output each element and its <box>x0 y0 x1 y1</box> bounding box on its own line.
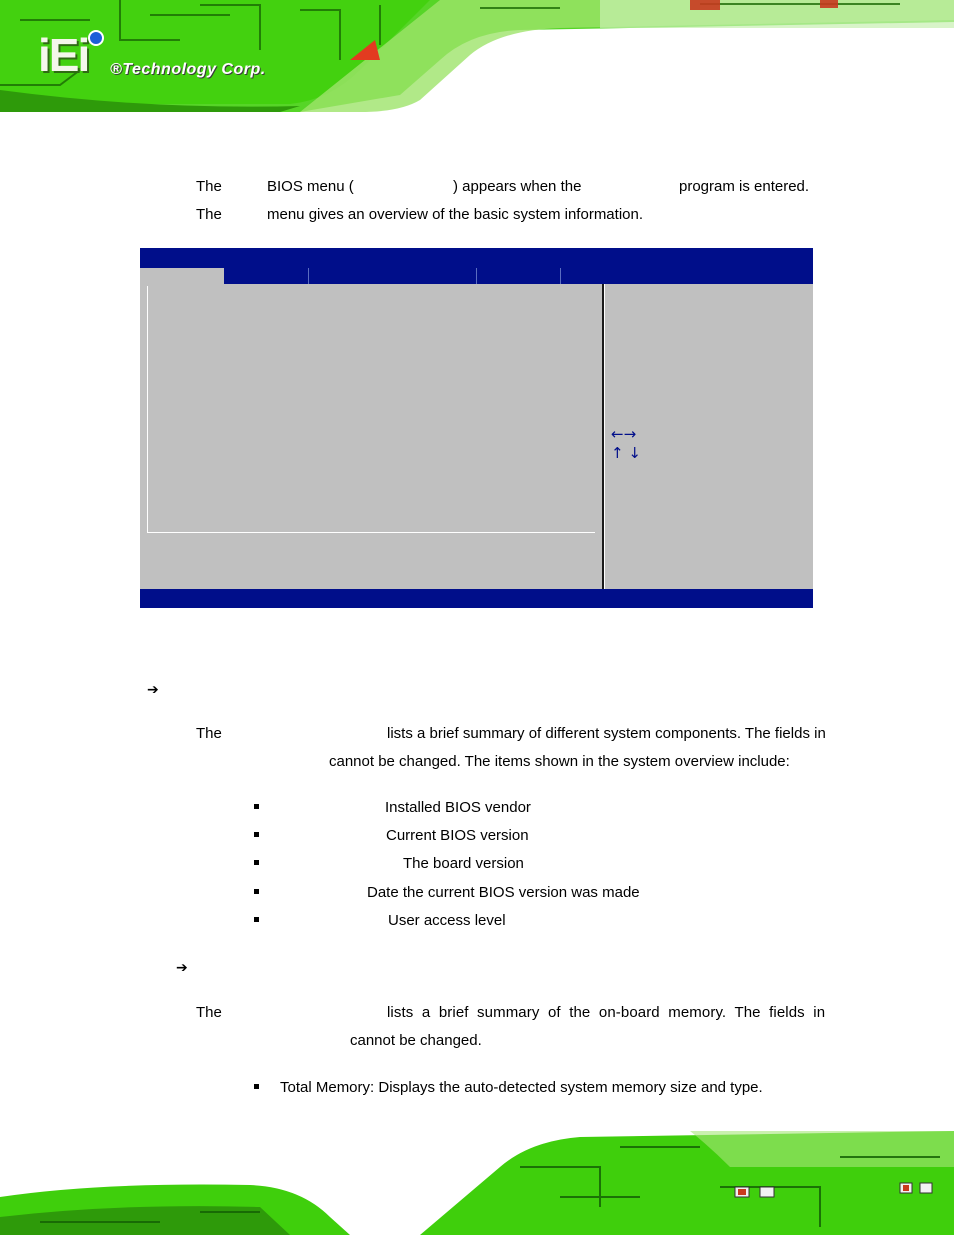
up-down-arrows-icon: ↑ ↓ <box>611 444 641 462</box>
left-right-arrows-icon: ←→ <box>611 425 637 443</box>
bios-tab-advanced[interactable] <box>224 268 309 284</box>
page-footer <box>0 1127 954 1235</box>
square-bullet-icon <box>254 1084 259 1089</box>
overview-item: Date the current BIOS version was made <box>367 884 640 901</box>
square-bullet-icon <box>254 860 259 865</box>
bios-screen <box>140 248 813 608</box>
overview-item: Current BIOS version <box>386 827 529 844</box>
memory-item: Total Memory: Displays the auto-detected system memory size and type. <box>280 1079 763 1096</box>
square-bullet-icon <box>254 804 259 809</box>
memory-para-lists: lists a brief summary of the on-board memory. The fields in <box>387 1004 826 1021</box>
overview-para-the: The <box>196 725 222 742</box>
intro-line1-appears: ) appears when the <box>453 178 582 195</box>
square-bullet-icon <box>254 917 259 922</box>
page-header <box>0 0 954 112</box>
memory-para-cannot: cannot be changed. <box>350 1032 482 1049</box>
overview-item: Installed BIOS vendor <box>385 799 531 816</box>
logo-dot-icon <box>88 30 104 46</box>
overview-para-cannot: cannot be changed. The items shown in the system overview include: <box>329 753 790 770</box>
square-bullet-icon <box>254 889 259 894</box>
bios-divider-highlight <box>604 284 605 589</box>
intro-line1-bios-menu: BIOS menu ( <box>267 178 354 195</box>
pcb-header-graphic <box>0 0 954 112</box>
iei-logo: iEi <box>38 29 89 81</box>
intro-line2-the: The <box>196 206 222 223</box>
bios-tab-chipset[interactable] <box>308 268 477 284</box>
company-name: ®Technology Corp. <box>110 61 266 78</box>
bios-tab-boot[interactable] <box>476 268 561 284</box>
bios-title-bar <box>140 248 813 268</box>
square-bullet-icon <box>254 832 259 837</box>
overview-item: User access level <box>388 912 506 929</box>
bios-tab-main[interactable] <box>140 268 224 284</box>
section-arrow-icon: ➔ <box>147 682 159 698</box>
bios-status-bar <box>140 589 813 608</box>
intro-line1-program: program is entered. <box>679 178 810 195</box>
overview-para-lists: lists a brief summary of different system components. The fields in <box>387 725 826 742</box>
intro-line1-the: The <box>196 178 222 195</box>
overview-item: The board version <box>403 855 524 872</box>
bios-info-panel <box>147 286 595 533</box>
intro-line2-overview: menu gives an overview of the basic system information. <box>267 206 644 223</box>
pcb-footer-graphic <box>0 1127 954 1235</box>
memory-para-the: The <box>196 1004 222 1021</box>
section-arrow-icon: ➔ <box>176 960 188 976</box>
